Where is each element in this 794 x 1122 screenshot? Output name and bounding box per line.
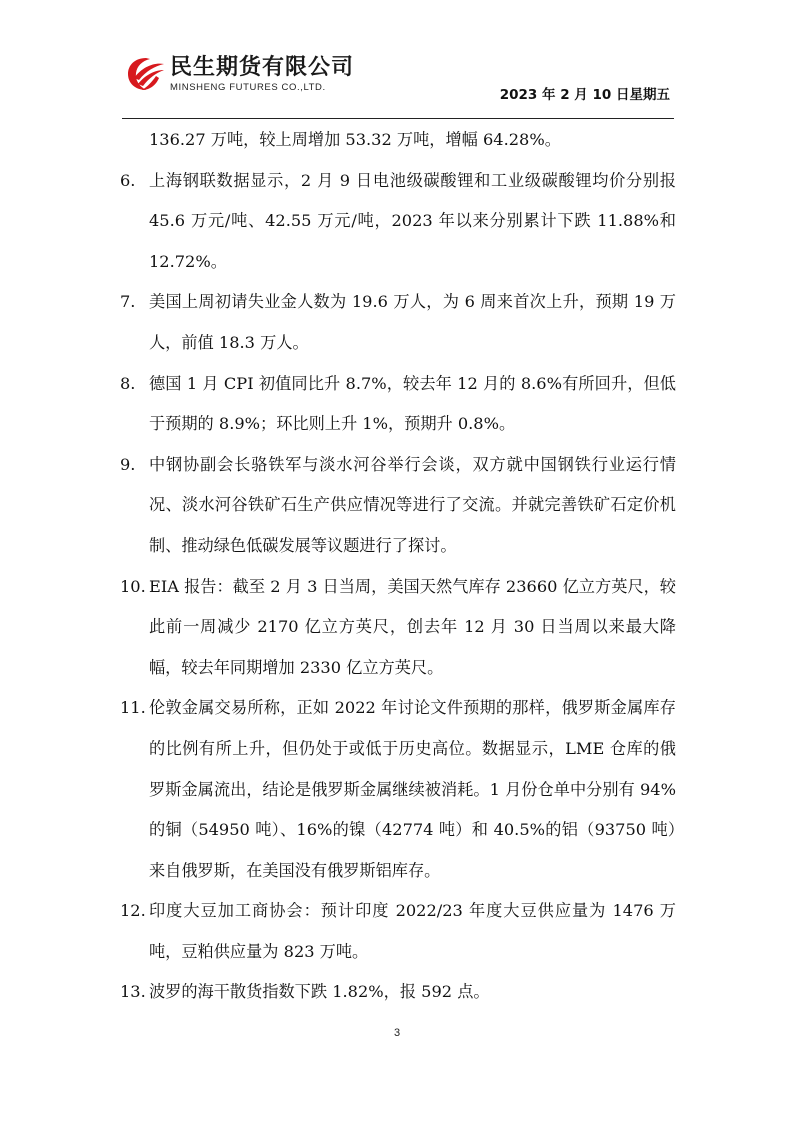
item-number: 6. xyxy=(120,170,136,190)
item-number: 7. xyxy=(120,292,136,312)
page-header xyxy=(122,52,674,119)
report-date: 2023 年 2 月 10 日星期五 xyxy=(499,87,670,103)
item-text: EIA 报告：截至 2 月 3 日当周，美国天然气库存 23660 亿立方英尺，较此前一周减少 2170 亿立方英尺，创去年 12 月 30 日当周以来最大降幅，较去年同期增加 2330 亿立方英尺。 xyxy=(149,576,676,677)
item-text: 印度大豆加工商协会：预计印度 2022/23 年度大豆供应量为 1476 万吨，豆粕供应量为 823 万吨。 xyxy=(149,901,676,961)
company-name-cn: 民生期货有限公司 xyxy=(170,55,355,80)
news-item xyxy=(120,972,676,1013)
news-item xyxy=(120,445,676,567)
item-text: 上海钢联数据显示，2 月 9 日电池级碳酸锂和工业级碳酸锂均价分别报 45.6 万元/吨、42.55 万元/吨，2023 年以来分别累计下跌 11.88%和 12.72%。 xyxy=(149,170,676,271)
page-number: 3 xyxy=(393,1027,401,1039)
item-text: 伦敦金属交易所称，正如 2022 年讨论文件预期的那样，俄罗斯金属库存的比例有所上升，但仍处于或低于历史高位。数据显示，LME 仓库的俄罗斯金属流出，结论是俄罗斯金属继续被消耗。1 月份仓单中分别有 94%的铜（54950 吨）、16%的镍（42774 吨）和 40.5%的铝（93750 吨）来自俄罗斯，在美国没有俄罗斯铝库存。 xyxy=(149,698,676,880)
item-number: 12. xyxy=(120,901,146,921)
item-number: 11. xyxy=(120,698,146,718)
item-number: 8. xyxy=(120,373,136,393)
news-item xyxy=(120,364,676,445)
item-text: 美国上周初请失业金人数为 19.6 万人，为 6 周来首次上升，预期 19 万人，前值 18.3 万人。 xyxy=(149,292,676,352)
news-item xyxy=(120,567,676,689)
company-name-en: MINSHENG FUTURES CO.,LTD. xyxy=(170,82,326,93)
news-item xyxy=(120,282,676,363)
news-list xyxy=(120,120,676,1013)
item-number: 9. xyxy=(120,454,136,474)
item-text: 德国 1 月 CPI 初值同比升 8.7%，较去年 12 月的 8.6%有所回升，但低于预期的 8.9%；环比则上升 1%，预期升 0.8%。 xyxy=(149,373,676,434)
news-item xyxy=(120,688,676,891)
minsheng-swoosh-logo-icon xyxy=(126,56,166,92)
news-item xyxy=(120,161,676,283)
item-text: 中钢协副会长骆铁军与淡水河谷举行会谈，双方就中国钢铁行业运行情况、淡水河谷铁矿石生产供应情况等进行了交流。并就完善铁矿石定价机制、推动绿色低碳发展等议题进行了探讨。 xyxy=(149,454,676,555)
item-number: 13. xyxy=(120,982,146,1002)
company-logo xyxy=(126,56,354,93)
continued-paragraph: 136.27 万吨，较上周增加 53.32 万吨，增幅 64.28%。 xyxy=(149,130,561,149)
news-item xyxy=(120,891,676,972)
item-text: 波罗的海干散货指数下跌 1.82%，报 592 点。 xyxy=(149,982,490,1002)
item-number: 10. xyxy=(120,576,146,596)
